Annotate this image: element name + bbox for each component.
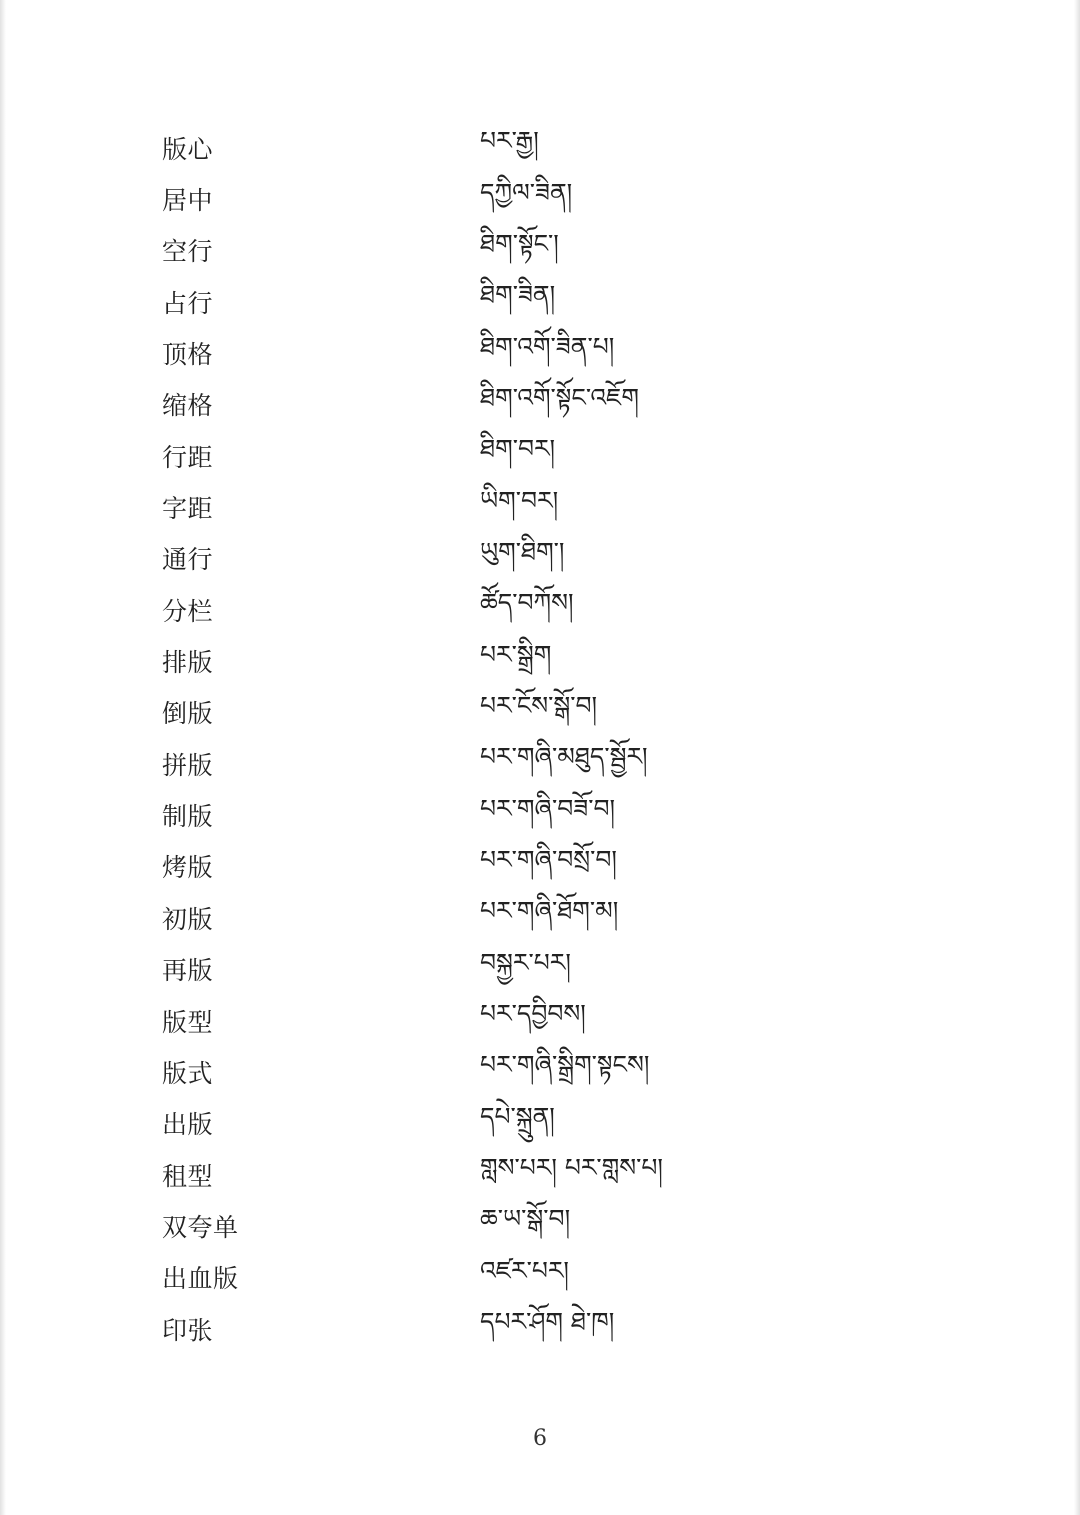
tibetan-term: ཚོད་བཀོས། (480, 588, 574, 618)
page-right-edge (1074, 0, 1080, 1515)
chinese-term: 烤版 (162, 853, 214, 883)
tibetan-term: པར་དབྱིབས། (480, 999, 586, 1029)
chinese-term: 印张 (162, 1315, 214, 1345)
glossary-row (162, 1303, 862, 1354)
tibetan-term: པར་གཞི་མཐུད་སྦྱོར། (480, 742, 648, 772)
chinese-term: 居中 (162, 186, 214, 216)
chinese-term: 版型 (162, 1007, 214, 1037)
tibetan-term: པར་གཞི་བཟོ་བ། (480, 793, 616, 823)
tibetan-term: དཔེ་སྐྲུན། (480, 1101, 555, 1131)
tibetan-term: ཡུག་ཐིག་། (480, 536, 565, 566)
chinese-term: 再版 (162, 956, 214, 986)
page-left-edge (0, 0, 6, 1515)
chinese-term: 占行 (162, 288, 214, 318)
chinese-term: 排版 (162, 648, 214, 678)
chinese-term: 双夸单 (162, 1212, 239, 1242)
tibetan-term: པར་སྒྲིག (480, 639, 552, 669)
tibetan-term: ཡིག་བར། (480, 485, 559, 515)
tibetan-term: ཐིག་འགོ་ཟིན་པ། (480, 331, 615, 361)
chinese-term: 顶格 (162, 340, 214, 370)
tibetan-term: དཔར་ཤོག ཐེ་ཁ། (480, 1307, 615, 1337)
chinese-term: 制版 (162, 802, 214, 832)
chinese-term: 分栏 (162, 596, 214, 626)
glossary-list (162, 122, 862, 1354)
tibetan-term: འཛར་པར། (480, 1255, 569, 1285)
chinese-term: 倒版 (162, 699, 214, 729)
tibetan-term: པར་ངོས་སྒོ་བ། (480, 690, 598, 720)
chinese-term: 租型 (162, 1161, 214, 1191)
tibetan-term: ཆ་ཡ་སྒོ་བ། (480, 1204, 571, 1234)
chinese-term: 出版 (162, 1110, 214, 1140)
chinese-term: 通行 (162, 545, 214, 575)
chinese-term: 缩格 (162, 391, 214, 421)
chinese-term: 初版 (162, 904, 214, 934)
chinese-term: 空行 (162, 237, 214, 267)
tibetan-term: པར་གཞི་ཐོག་མ། (480, 896, 619, 926)
tibetan-term: ཐིག་བར། (480, 434, 556, 464)
tibetan-term: ཐིག་སྟོང་། (480, 228, 559, 258)
chinese-term: 版式 (162, 1058, 214, 1088)
tibetan-term: དཀྱིལ་ཟིན། (480, 177, 573, 207)
tibetan-term: པར་གཞི་བསྲོ་བ། (480, 844, 617, 874)
tibetan-term: བསྐྱར་པར། (480, 947, 571, 977)
chinese-term: 出血版 (162, 1264, 239, 1294)
page-number: 6 (533, 1426, 547, 1451)
chinese-term: 拼版 (162, 750, 214, 780)
chinese-term: 行距 (162, 442, 214, 472)
tibetan-term: པར་གཞི་སྒྲིག་སྟངས། (480, 1050, 650, 1080)
chinese-term: 版心 (162, 134, 214, 164)
tibetan-term: ཐིག་འགོ་སྟོང་འཇོག (480, 382, 639, 412)
chinese-term: 字距 (162, 494, 214, 524)
tibetan-term: ཐིག་ཟིན། (480, 280, 556, 310)
tibetan-term: གླས་པར། པར་གླས་པ། (480, 1153, 663, 1183)
tibetan-term: པར་རྒྱ། (480, 126, 539, 156)
